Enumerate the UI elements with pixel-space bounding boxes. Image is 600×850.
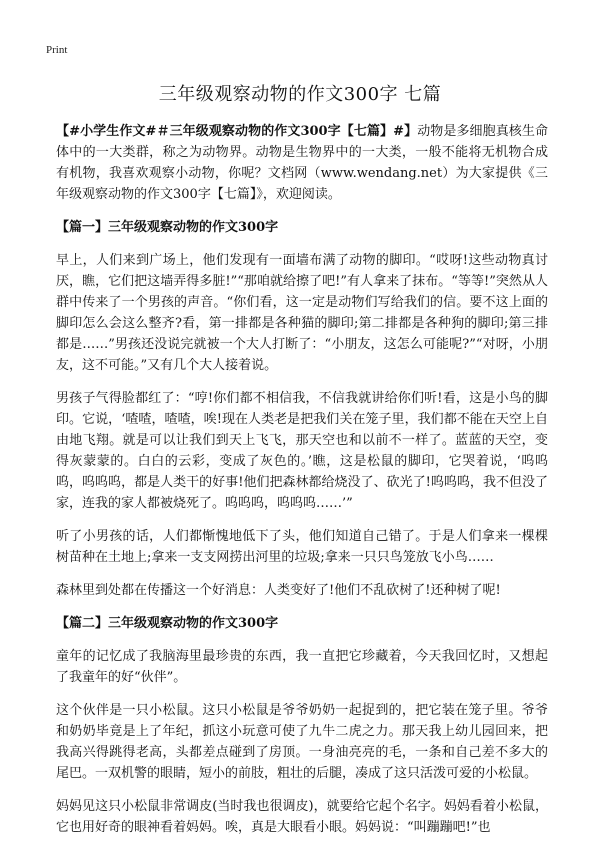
print-link[interactable]: Print — [46, 44, 68, 56]
paragraph: 妈妈见这只小松鼠非常调皮(当时我也很调皮)，就要给它起个名字。妈妈看着小松鼠，它也用好奇的眼神看着妈妈。唉，真是大眼看小眼。妈妈说：“叫蹦蹦吧!”也 — [56, 799, 548, 835]
intro-tag: 【#小学生作文#＃三年级观察动物的作文300字【七篇】#】 — [56, 124, 418, 139]
section-heading: 【篇一】三年级观察动物的作文300字 — [56, 220, 279, 235]
intro-paragraph — [56, 121, 548, 205]
intro-text: 动物是多细胞真核生命体中的一大类群，称之为动物界。动物是生物界中的一大类，一般不能将无机物合成有机物，我喜欢观察小动物，你呢？文档网（www.wendang.net）为大家提供《三年级观察动物的作文300字【七篇】》，欢迎阅读。 — [56, 124, 548, 202]
paragraph: 童年的记忆成了我脑海里最珍贵的东西，我一直把它珍藏着，今天我回忆时，又想起了我童年的好“伙伴”。 — [56, 649, 548, 685]
paragraph: 听了小男孩的话，人们都惭愧地低下了头，他们知道自己错了。于是人们拿来一棵棵树苗种在土地上;拿来一支支网捞出河里的垃圾;拿来一只只鸟笼放飞小鸟…… — [56, 529, 548, 565]
page-title: 三年级观察动物的作文300字 七篇 — [158, 84, 442, 105]
paragraph: 男孩子气得脸都红了：“哼!你们都不相信我，不信我就讲给你们听!看，这是小鸟的脚印。它说，‘喳喳，喳喳，唉!现在人类老是把我们关在笼子里，我们都不能在天空上自由地飞翔。就是可以让我们到天上飞飞，那天空也和以前不一样了。蓝蓝的天空，变得灰蒙蒙的。白白的云彩，变成了灰色的。’瞧，这是松鼠的脚印，它哭着说，‘呜呜呜，呜呜呜，都是人类干的好事!他们把森林都给烧没了、砍光了!呜呜呜，我不但没了家，连我的家人都被烧死了。呜呜呜，呜呜呜……’” — [56, 391, 548, 511]
article-body — [56, 121, 548, 850]
paragraph: 森林里到处都在传播这一个好消息：人类变好了!他们不乱砍树了!还种树了呢! — [56, 583, 501, 598]
section-heading: 【篇二】三年级观察动物的作文300字 — [56, 616, 279, 631]
paragraph: 早上，人们来到广场上，他们发现有一面墙布满了动物的脚印。“哎呀!这些动物真讨厌，瞧，它们把这墙弄得多脏!”“那咱就给擦了吧!”有人拿来了抹布。“等等!”突然从人群中传来了一个男孩的声音。“你们看，这一定是动物们写给我们的信。要不这上面的脚印怎么会这么整齐?看，第一排都是各种猫的脚印;第二排都是各种狗的脚印;第三排都是……”男孩还没说完就被一个大人打断了：“小朋友，这怎么可能呢?”“对呀，小朋友，这不可能。”又有几个大人接着说。 — [56, 253, 548, 373]
paragraph: 这个伙伴是一只小松鼠。这只小松鼠是爷爷奶奶一起捉到的，把它装在笼子里。爷爷和奶奶毕竟是上了年纪，抓这小玩意可使了九牛二虎之力。那天我上幼儿园回来，把我高兴得跳得老高，头都差点碰到了房顶。一身油亮亮的毛，一条和自己差不多大的尾巴。一双机警的眼睛，短小的前肢，粗壮的后腿，凑成了这只活泼可爱的小松鼠。 — [56, 703, 548, 781]
